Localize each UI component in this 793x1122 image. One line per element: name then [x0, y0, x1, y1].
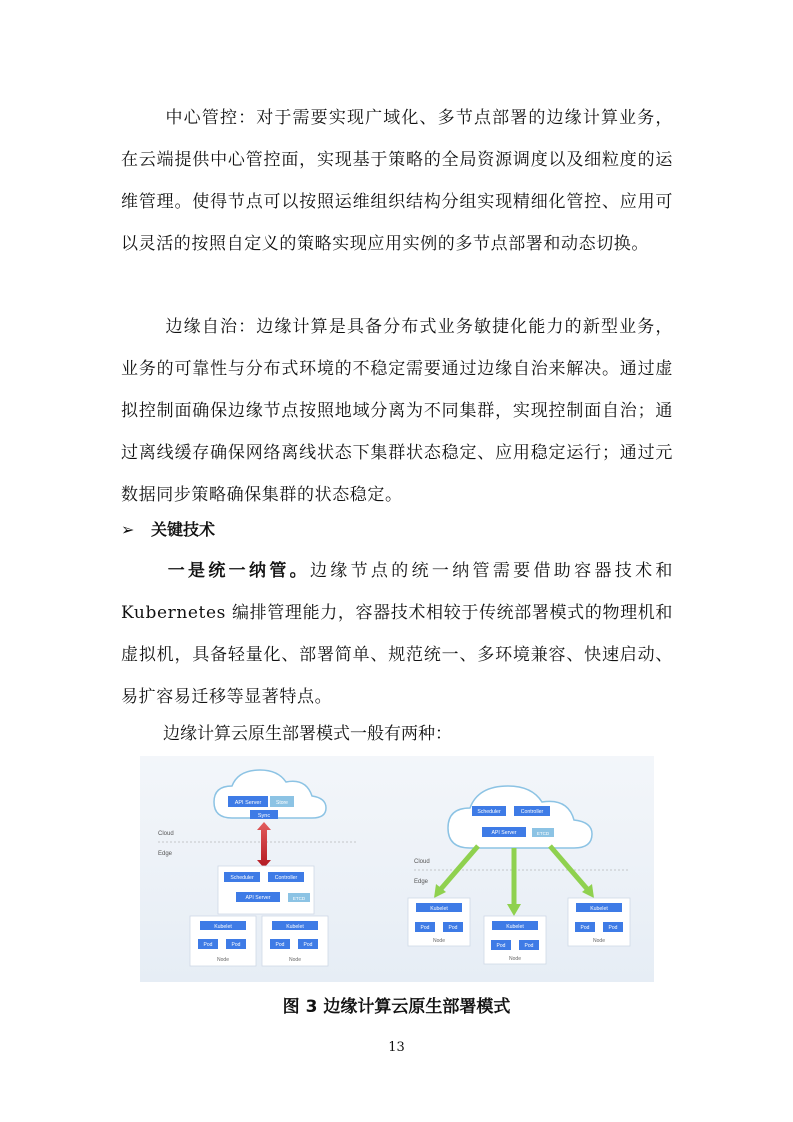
node-right-2: [484, 916, 546, 964]
svg-text:Kubelet: Kubelet: [286, 924, 304, 930]
figure-caption: 图 3 边缘计算云原生部署模式: [282, 997, 511, 1017]
svg-text:Node: Node: [433, 938, 445, 944]
store-label: Store: [276, 800, 288, 806]
svg-text:Pod: Pod: [524, 943, 534, 949]
svg-text:Node: Node: [509, 956, 521, 962]
svg-text:Node: Node: [217, 957, 229, 963]
svg-text:Pod: Pod: [275, 942, 285, 948]
deployment-diagram: [140, 756, 654, 982]
left-diagram: [158, 770, 358, 966]
cloud-label-right: Cloud: [414, 859, 430, 865]
sync-double-arrow: [257, 822, 271, 868]
arrow-bullet-icon: ➢: [121, 520, 135, 539]
paragraph-edge-autonomy: 边缘自治：边缘计算是具备分布式业务敏捷化能力的新型业务，业务的可靠性与分布式环境的不稳定需要通过边缘自治来解决。通过虚拟控制面确保边缘节点按照地域分离为不同集群，实现控制面自治；通过离线缓存确保网络离线状态下集群状态稳定、应用稳定运行；通过元数据同步策略确保集群的状态稳定。: [121, 317, 673, 505]
controller-label-left: Controller: [274, 875, 298, 881]
right-diagram: [408, 786, 630, 964]
svg-text:Kubelet: Kubelet: [590, 906, 608, 912]
edge-label-right: Edge: [414, 879, 429, 885]
sync-label: Sync: [257, 813, 271, 819]
heading-text: 关键技术: [151, 520, 216, 539]
paragraph-unified-management: 一是统一纳管。边缘节点的统一纳管需要借助容器技术和 Kubernetes 编排管理能力，容器技术相较于传统部署模式的物理机和虚拟机，具备轻量化、部署简单、规范统一、多环境兼容、快速启动、易扩容易迁移等显著特点。: [121, 561, 673, 707]
scheduler-label-right: Scheduler: [477, 809, 501, 815]
api-server-label-right: API Server: [491, 830, 517, 836]
svg-text:Pod: Pod: [203, 942, 213, 948]
svg-text:Pod: Pod: [448, 925, 458, 931]
svg-text:Pod: Pod: [420, 925, 430, 931]
svg-text:Pod: Pod: [608, 925, 618, 931]
page-number: 13: [388, 1040, 405, 1055]
cloud-shape-right: [448, 786, 592, 848]
svg-text:Pod: Pod: [496, 943, 506, 949]
svg-text:Node: Node: [593, 938, 605, 944]
svg-text:Node: Node: [289, 957, 301, 963]
edge-label-left: Edge: [158, 851, 173, 857]
section-heading: [121, 515, 215, 545]
controller-label-right: Controller: [520, 809, 544, 815]
node-left-1: [190, 916, 256, 966]
node-right-3: [568, 898, 630, 946]
node-left-2: [262, 916, 328, 966]
node-right-1: [408, 898, 470, 946]
deployment-figure: [140, 756, 654, 982]
scheduler-label-left: Scheduler: [230, 875, 254, 881]
etcd-label-left: ETCD: [292, 896, 306, 901]
api-server-label-left: API Server: [234, 800, 262, 806]
bold-lead: 一是统一纳管。: [165, 561, 310, 581]
svg-text:Pod: Pod: [580, 925, 590, 931]
cloud-label-left: Cloud: [158, 831, 174, 837]
paragraph-central-control: 中心管控：对于需要实现广域化、多节点部署的边缘计算业务，在云端提供中心管控面，实现基于策略的全局资源调度以及细粒度的运维管理。使得节点可以按照运维组织结构分组实现精细化管控、应用可以灵活的按照自定义的策略实现应用实例的多节点部署和动态切换。: [121, 108, 673, 254]
etcd-label-right: ETCD: [536, 831, 550, 836]
svg-text:Kubelet: Kubelet: [430, 906, 448, 912]
svg-text:Kubelet: Kubelet: [214, 924, 232, 930]
svg-text:Pod: Pod: [231, 942, 241, 948]
api-server-edge-label: API Server: [245, 895, 271, 901]
svg-text:Pod: Pod: [303, 942, 313, 948]
figure-intro-text: 边缘计算云原生部署模式一般有两种：: [163, 724, 452, 744]
svg-text:Kubelet: Kubelet: [506, 924, 524, 930]
